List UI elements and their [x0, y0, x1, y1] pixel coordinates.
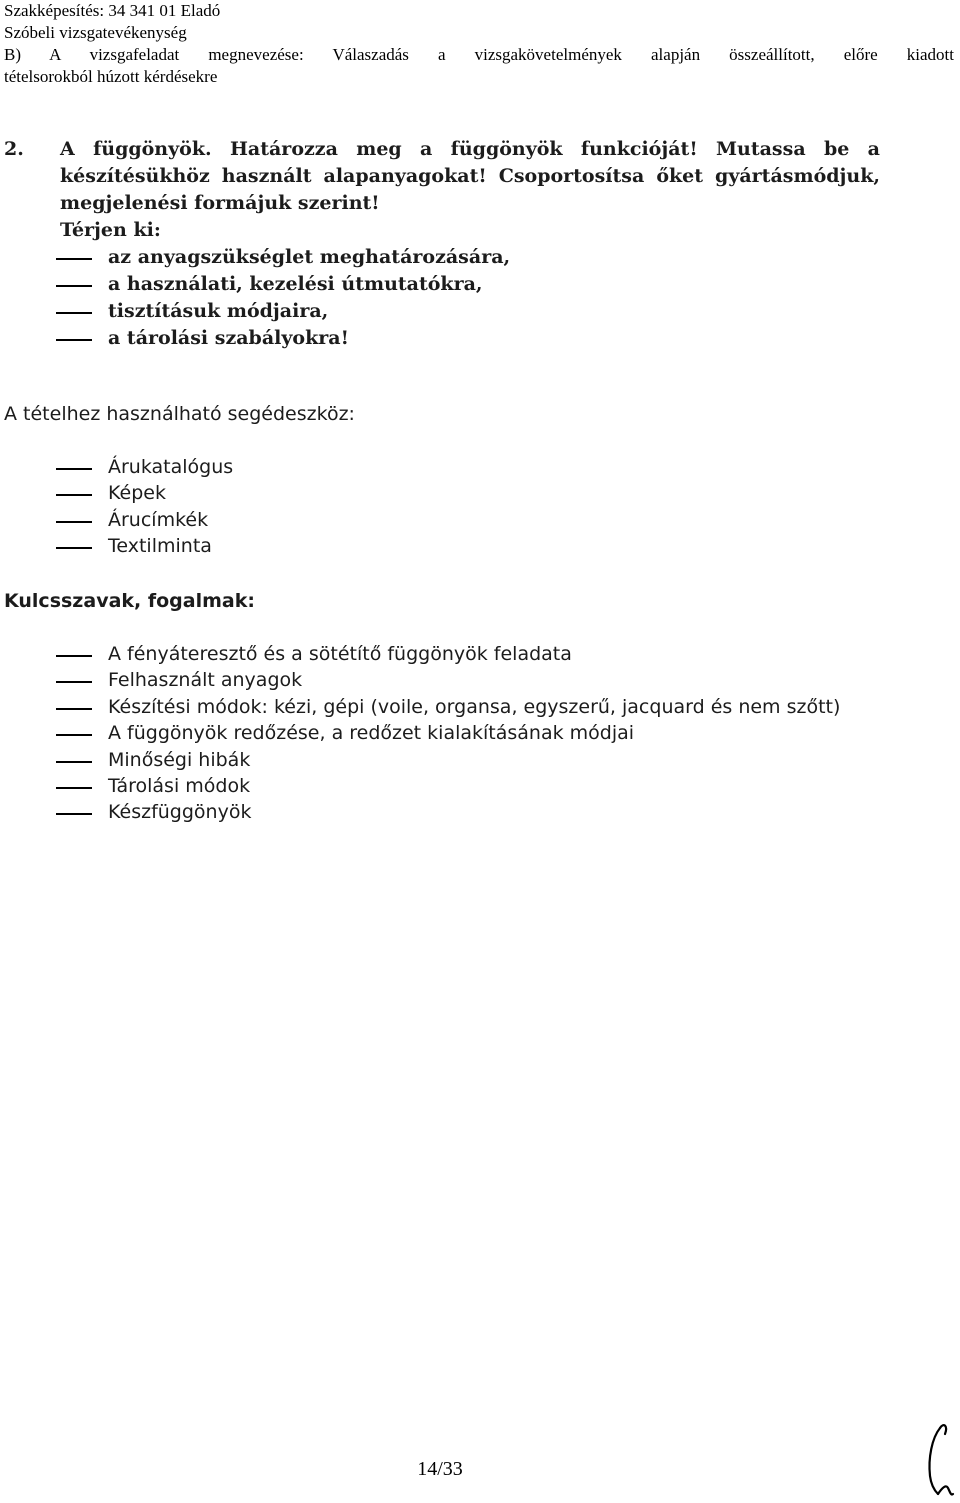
list-item — [4, 325, 880, 352]
list-item-text: Készítési módok: kézi, gépi (voile, organsa, egyszerű, jacquard és nem szőtt) — [108, 695, 841, 718]
task-question — [4, 136, 880, 217]
dash-icon — [56, 339, 92, 341]
list-item-text: az anyagszükséglet meghatározására, — [108, 246, 511, 268]
list-item — [4, 298, 880, 325]
list-item — [4, 720, 904, 746]
tools-list — [4, 454, 904, 560]
list-item — [4, 641, 904, 667]
keywords-title: Kulcsszavak, fogalmak: — [4, 590, 255, 612]
list-item — [4, 533, 904, 559]
dash-icon — [56, 285, 92, 287]
dash-icon — [56, 787, 92, 789]
list-item-text: a használati, kezelési útmutatókra, — [108, 273, 483, 295]
task-number: 2. — [4, 138, 24, 160]
dash-icon — [56, 312, 92, 314]
list-item-text: A fényáteresztő és a sötétítő függönyök feladata — [108, 643, 572, 665]
list-item — [4, 773, 904, 799]
dash-icon — [56, 708, 92, 710]
list-item — [4, 480, 904, 506]
task-type-line-2: tételsorokból húzott kérdésekre — [4, 67, 218, 86]
list-item — [4, 747, 904, 773]
keywords-section — [4, 588, 904, 826]
tools-section — [4, 401, 904, 560]
task-points-list — [4, 244, 880, 352]
list-item-text: a tárolási szabályokra! — [108, 327, 349, 349]
list-item-text: Árucímkék — [108, 508, 209, 531]
activity-line: Szóbeli vizsgatevékenység — [4, 23, 187, 42]
dash-icon — [56, 468, 92, 470]
dash-icon — [56, 813, 92, 815]
list-item-text: Tárolási módok — [108, 775, 251, 798]
dash-icon — [56, 494, 92, 496]
list-item-text: Árukatalógus — [108, 456, 234, 478]
list-item — [4, 271, 880, 298]
list-item-text: Textilminta — [108, 535, 212, 558]
list-item — [4, 244, 880, 271]
list-item-text: Minőségi hibák — [108, 748, 251, 771]
dash-icon — [56, 258, 92, 260]
list-item-text: Képek — [108, 482, 166, 505]
dash-icon — [56, 761, 92, 763]
task-block — [4, 136, 880, 352]
list-item-text: Készfüggönyök — [108, 801, 252, 824]
list-item — [4, 667, 904, 693]
dash-icon — [56, 521, 92, 523]
tools-title: A tételhez használható segédeszköz: — [4, 403, 355, 425]
qualification-line: Szakképesítés: 34 341 01 Eladó — [4, 1, 221, 20]
signature-icon — [918, 1418, 956, 1500]
dash-icon — [56, 681, 92, 683]
page-number: 14/33 — [417, 1458, 463, 1480]
list-item — [4, 799, 904, 825]
task-question-text: A függönyök. Határozza meg a függönyök funkcióját! Mutassa be a készítésükhöz használt alapanyagokat! Csoportosítsa őket gyártásmódjuk, megjelenési formájuk szerint! — [60, 138, 880, 214]
keywords-list — [4, 641, 904, 826]
list-item-text: tisztításuk módjaira, — [108, 300, 329, 322]
document-header — [4, 0, 954, 88]
dash-icon — [56, 655, 92, 657]
task-intro: Térjen ki: — [60, 219, 161, 241]
dash-icon — [56, 547, 92, 549]
task-type-line-1: B) A vizsgafeladat megnevezése: Válaszadás a vizsgakövetelmények alapján összeállított, előre kiadott — [4, 45, 954, 64]
list-item — [4, 507, 904, 533]
list-item — [4, 694, 904, 720]
list-item — [4, 454, 904, 480]
dash-icon — [56, 734, 92, 736]
list-item-text: A függönyök redőzése, a redőzet kialakításának módjai — [108, 722, 635, 745]
list-item-text: Felhasznált anyagok — [108, 669, 303, 692]
